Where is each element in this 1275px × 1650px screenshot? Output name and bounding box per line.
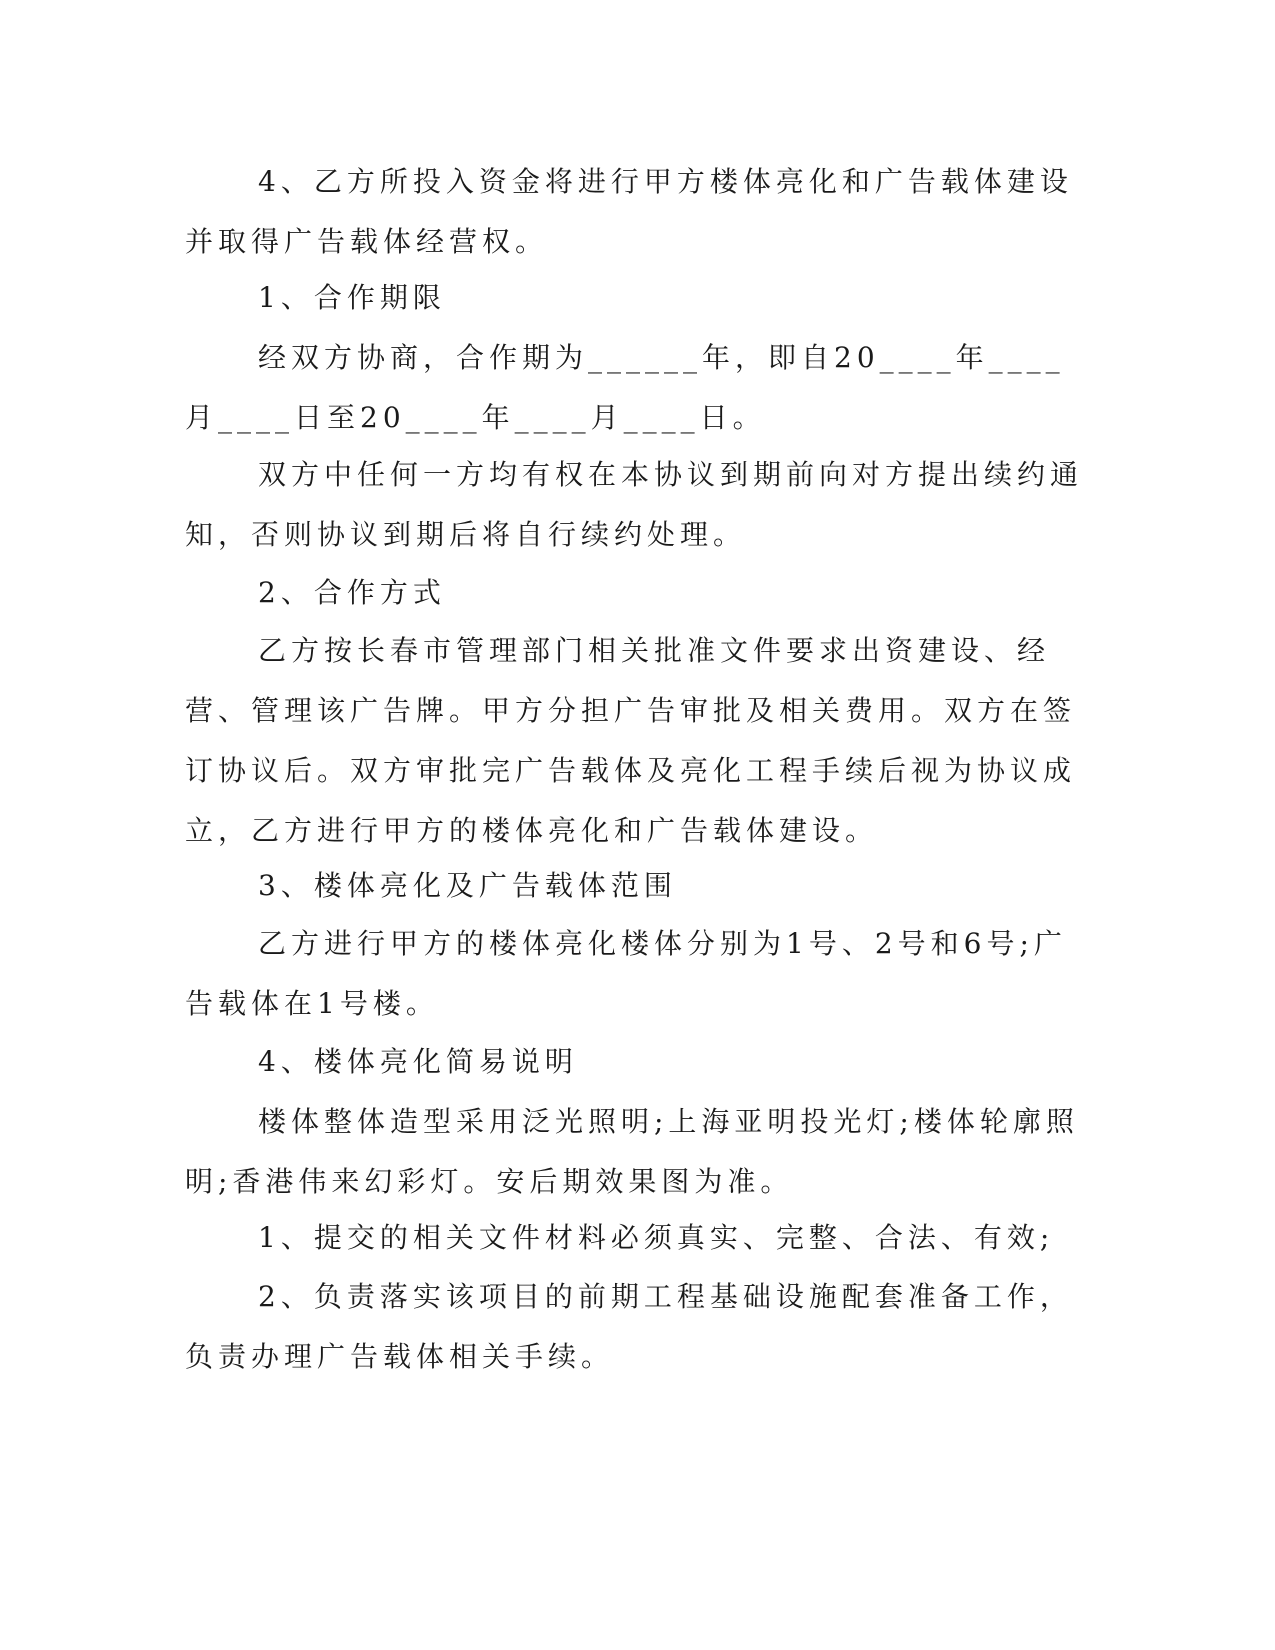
paragraph-term-dates: 经双方协商，合作期为______年，即自20____年____月____日至20____年____月____日。 [185, 341, 1065, 434]
heading-cooperation-method: 2、合作方式 [258, 576, 446, 609]
paragraph-renewal: 双方中任何一方均有权在本协议到期前向对方提出续约通知，否则协议到期后将自行续约处理。 [185, 458, 1084, 551]
heading-lighting-description: 4、楼体亮化简易说明 [258, 1045, 578, 1078]
paragraph-investment: 4、乙方所投入资金将进行甲方楼体亮化和广告载体建设并取得广告载体经营权。 [185, 165, 1073, 258]
heading-cooperation-term: 1、合作期限 [258, 281, 446, 314]
paragraph-preparation: 2、负责落实该项目的前期工程基础设施配套准备工作，负责办理广告载体相关手续。 [185, 1280, 1073, 1373]
paragraph-scope: 乙方进行甲方的楼体亮化楼体分别为1号、2号和6号;广告载体在1号楼。 [185, 927, 1067, 1020]
heading-scope: 3、楼体亮化及广告载体范围 [258, 869, 677, 902]
paragraph-lighting: 楼体整体造型采用泛光照明;上海亚明投光灯;楼体轮廓照明;香港伟来幻彩灯。安后期效果图为准。 [185, 1105, 1079, 1198]
paragraph-method: 乙方按长春市管理部门相关批准文件要求出资建设、经营、管理该广告牌。甲方分担广告审批及相关费用。双方在签订协议后。双方审批完广告载体及亮化工程手续后视为协议成立，乙方进行甲方的楼体亮化和广告载体建设。 [185, 634, 1077, 847]
paragraph-documents: 1、提交的相关文件材料必须真实、完整、合法、有效; [258, 1221, 1055, 1254]
